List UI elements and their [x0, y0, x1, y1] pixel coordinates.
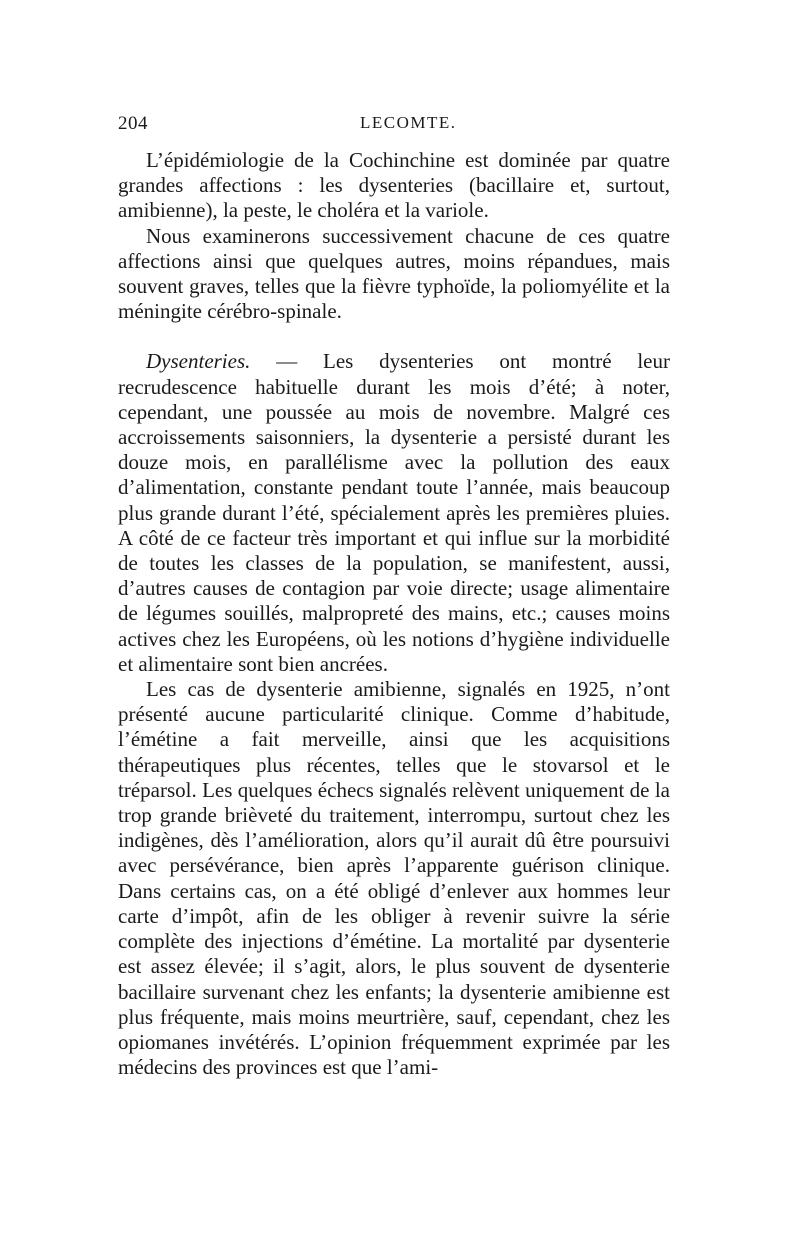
section-title-dysenteries: Dysenteries. — [146, 349, 251, 374]
paragraph-text: Les cas de dysenterie amibienne, signalés en 1925, n’ont présenté aucune particularité clinique. Comme d’habitude, l’émétine a fait merveille, ainsi que les acquisitions thérapeutiques plus récentes, telles que le stovarsol et le tréparsol. Les quelques échecs signalés relèvent uniquement de la trop grande brièveté du traitement, interrompu, surtout chez les indigènes, dès l’amélioration, alors qu’il aurait dû être poursuivi avec persévérance, bien après l’apparente guérison clinique. Dans certains cas, on a été obligé d’enlever aux hommes leur carte d’impôt, afin de les obliger à revenir suivre la série complète des injections d’émétine. La mortalité par dysenterie est assez élevée; il s’agit, alors, le plus souvent de dysenterie bacillaire survenant chez les enfants; la dysenterie amibienne est plus fréquente, mais moins meurtrière, sauf, cependant, chez les opiomanes invétérés. L’opinion fréquemment exprimée par les médecins des provinces est que l’ami- — [118, 677, 670, 1080]
page-header — [118, 113, 670, 141]
paragraph-text: Nous examinerons successivement chacune de ces quatre affections ainsi que quelques autres, moins répandues, mais souvent graves, telles que la fièvre typhoïde, la poliomyélite et la méningite cérébro-spinale. — [118, 223, 670, 324]
paragraph-text: L’épidémiologie de la Cochinchine est dominée par quatre grandes affections : les dysenteries (bacillaire et, surtout, amibienne), la peste, le choléra et la variole. — [118, 148, 670, 223]
running-title: LECOMTE. — [360, 113, 457, 132]
paragraph-other-affections — [118, 224, 670, 325]
paragraph-epidemiology-intro — [118, 148, 670, 224]
paragraph-text: — Les dysenteries ont montré leur recrudescence habituelle durant les mois d’été; à noter, cependant, une poussée au mois de novembre. Malgré ces accroissements saisonniers, la dysenterie a persisté durant les douze mois, en parallélisme avec la pollution des eaux d’alimentation, constante pendant toute l’année, mais beaucoup plus grande durant l’été, spécialement après les premières pluies. A côté de ce facteur très important et qui influe sur la morbidité de toutes les classes de la population, se manifestent, aussi, d’autres causes de contagion par voie directe; usage alimentaire de légumes souillés, malpropreté des mains, etc.; causes moins actives chez les Européens, où les notions d’hygiène individuelle et alimentaire sont bien ancrées. — [118, 349, 670, 676]
paragraph-amoebic-dysentery — [118, 677, 670, 1080]
paragraph-dysenteries — [118, 349, 670, 677]
body-text — [118, 148, 670, 1080]
page-number: 204 — [118, 113, 148, 134]
